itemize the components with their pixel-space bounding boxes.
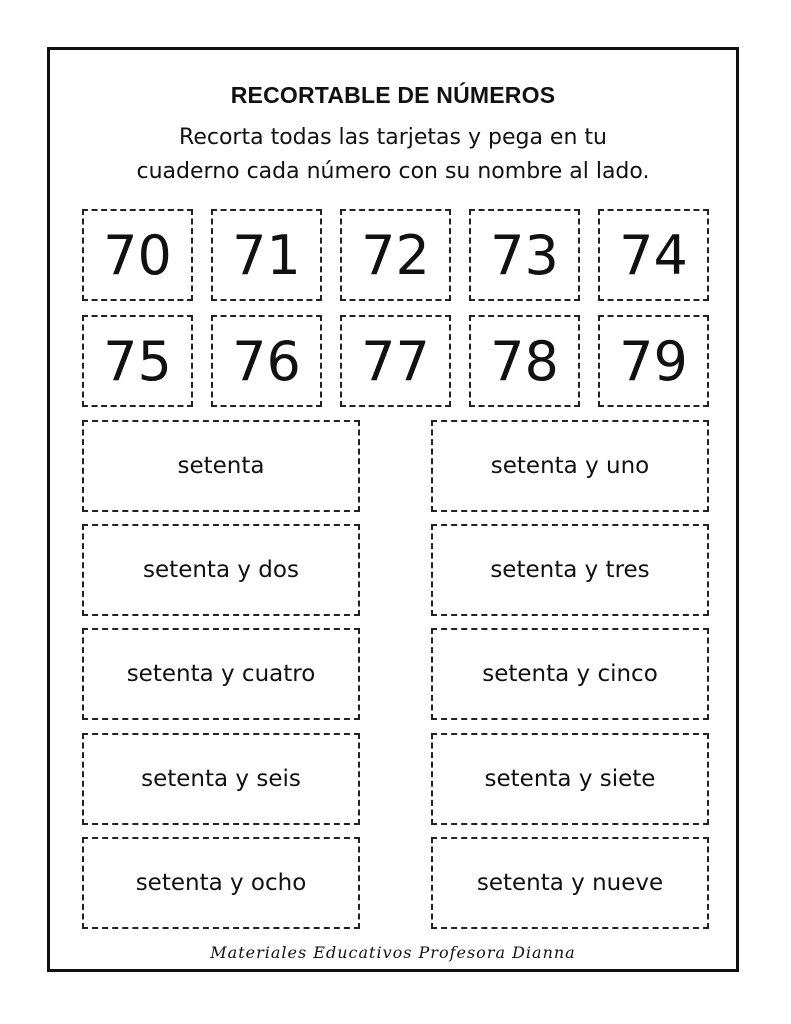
number-card-76: 76 xyxy=(211,315,322,407)
word-card-76: setenta y seis xyxy=(82,733,360,825)
number-card-79: 79 xyxy=(598,315,709,407)
number-card-73: 73 xyxy=(469,209,580,301)
word-card-74: setenta y cuatro xyxy=(82,628,360,720)
number-card-74: 74 xyxy=(598,209,709,301)
number-card-77: 77 xyxy=(340,315,451,407)
word-card-79: setenta y nueve xyxy=(431,837,709,929)
number-card-72: 72 xyxy=(340,209,451,301)
word-card-77: setenta y siete xyxy=(431,733,709,825)
word-card-75: setenta y cinco xyxy=(431,628,709,720)
worksheet-frame xyxy=(47,47,739,972)
word-card-71: setenta y uno xyxy=(431,420,709,512)
number-card-78: 78 xyxy=(469,315,580,407)
number-card-75: 75 xyxy=(82,315,193,407)
word-card-72: setenta y dos xyxy=(82,524,360,616)
word-card-78: setenta y ocho xyxy=(82,837,360,929)
word-card-70: setenta xyxy=(82,420,360,512)
word-card-73: setenta y tres xyxy=(431,524,709,616)
page-title: RECORTABLE DE NÚMEROS xyxy=(230,82,556,108)
number-card-70: 70 xyxy=(82,209,193,301)
number-card-71: 71 xyxy=(211,209,322,301)
footer-credit: Materiales Educativos Profesora Dianna xyxy=(210,943,576,962)
instructions-line-1: Recorta todas las tarjetas y pega en tu xyxy=(179,125,607,150)
instructions-line-2: cuaderno cada número con su nombre al lado. xyxy=(136,159,650,184)
